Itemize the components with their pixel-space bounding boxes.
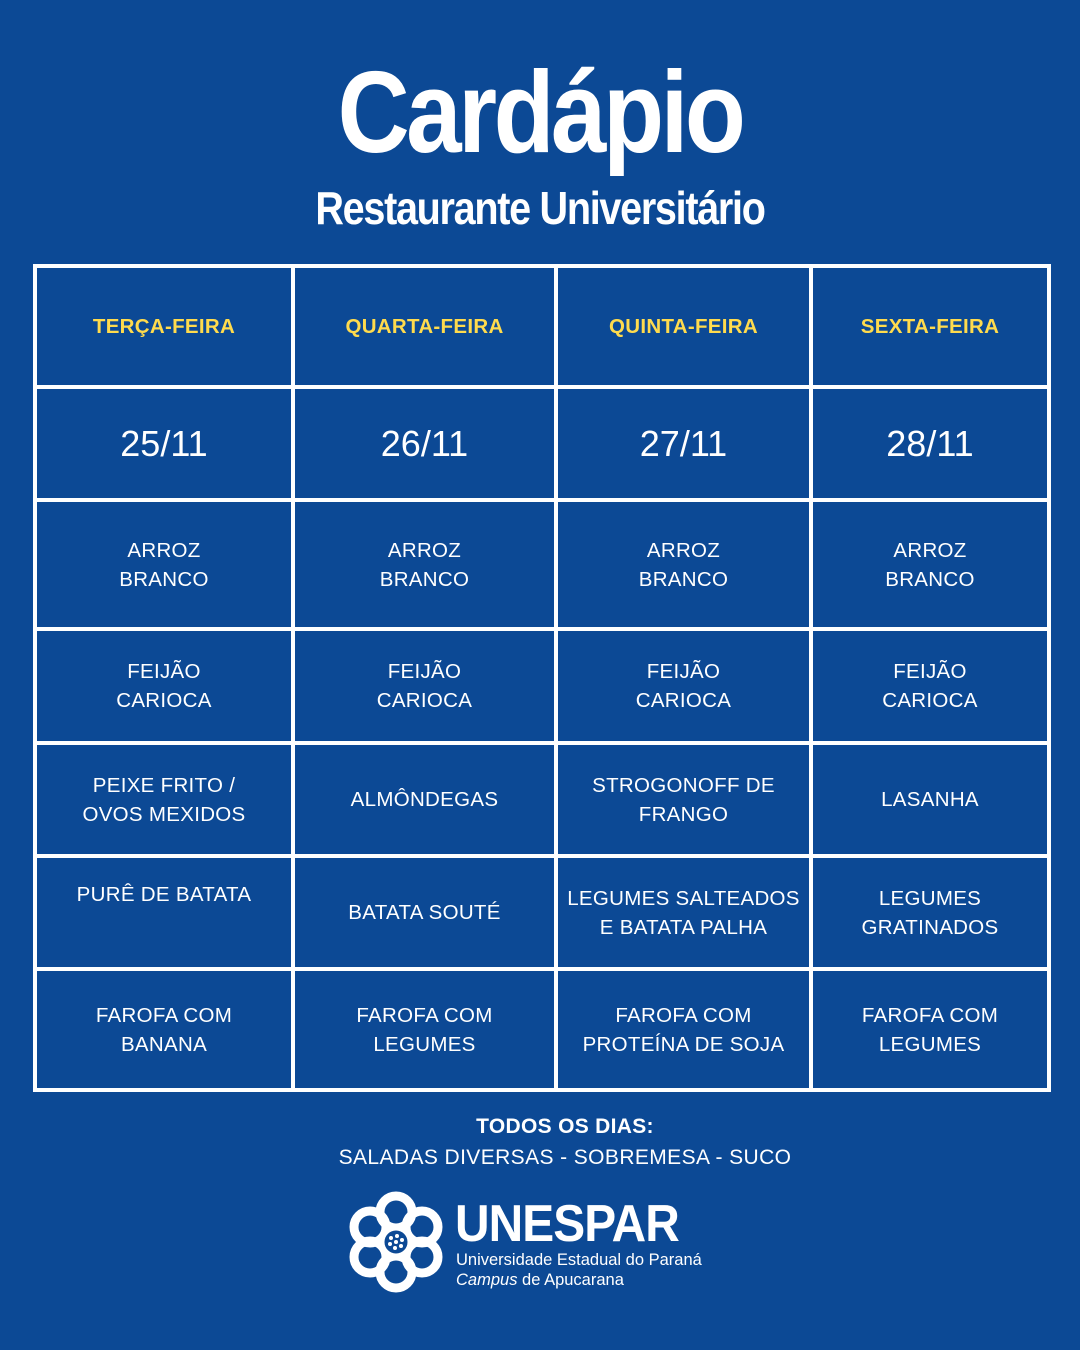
menu-cell bbox=[556, 969, 811, 1090]
menu-cell bbox=[293, 629, 556, 743]
menu-cell bbox=[35, 743, 293, 856]
menu-item-line: ALMÔNDEGAS bbox=[350, 788, 499, 811]
menu-cell bbox=[293, 856, 556, 969]
campus-word: Campus bbox=[456, 1271, 518, 1289]
day-name-friday: SEXTA-FEIRA bbox=[811, 266, 1049, 387]
menu-row-side-dish bbox=[35, 856, 1049, 969]
menu-item-line: FEIJÃO bbox=[127, 660, 201, 683]
menu-item-line: FAROFA COM bbox=[356, 1003, 493, 1027]
menu-cell bbox=[811, 500, 1049, 629]
menu-item-line: ARROZ bbox=[893, 538, 967, 562]
menu-cell bbox=[293, 969, 556, 1090]
menu-cell bbox=[293, 743, 556, 856]
menu-cell bbox=[556, 629, 811, 743]
menu-item-line: FAROFA COM bbox=[615, 1003, 752, 1027]
menu-item-line: FAROFA COM bbox=[861, 1003, 999, 1027]
menu-row-farofa bbox=[35, 969, 1049, 1090]
menu-item-line: BATATA SOUTÉ bbox=[348, 901, 501, 924]
menu-item-line: LEGUMES bbox=[878, 1032, 982, 1056]
day-name-wednesday: QUARTA-FEIRA bbox=[293, 266, 556, 387]
menu-item-line: STROGONOFF DE bbox=[592, 773, 775, 797]
menu-item-line: LEGUMES bbox=[878, 886, 982, 910]
menu-item-line: BRANCO bbox=[638, 567, 729, 591]
menu-item-line: PURÊ DE BATATA bbox=[76, 883, 252, 906]
menu-item-line: FEIJÃO bbox=[387, 660, 462, 683]
menu-cell bbox=[811, 856, 1049, 969]
menu-item-line: LEGUMES SALTEADOS bbox=[567, 886, 800, 910]
menu-item-line: PROTEÍNA DE SOJA bbox=[582, 1032, 785, 1056]
menu-item-line: GRATINADOS bbox=[861, 915, 999, 939]
menu-item-line: CARIOCA bbox=[376, 689, 473, 712]
menu-item-line: CARIOCA bbox=[882, 689, 978, 712]
menu-table bbox=[33, 264, 1051, 1092]
page-subtitle: Restaurante Universitário bbox=[315, 182, 765, 234]
date-thursday: 27/11 bbox=[556, 387, 811, 500]
menu-item-line: FAROFA COM bbox=[95, 1003, 233, 1027]
menu-cell bbox=[556, 856, 811, 969]
university-name: Universidade Estadual do Paraná bbox=[456, 1251, 702, 1269]
menu-item-line: BRANCO bbox=[379, 567, 470, 591]
date-row bbox=[35, 387, 1049, 500]
menu-cell bbox=[35, 856, 293, 969]
date-friday: 28/11 bbox=[811, 387, 1049, 500]
menu-cell bbox=[293, 500, 556, 629]
menu-row-main-dish bbox=[35, 743, 1049, 856]
menu-cell bbox=[811, 969, 1049, 1090]
menu-row-rice bbox=[35, 500, 1049, 629]
menu-item-line: FEIJÃO bbox=[893, 660, 967, 683]
page-title: Cardápio bbox=[337, 47, 743, 177]
menu-item-line: BRANCO bbox=[885, 567, 975, 591]
day-header-row bbox=[35, 266, 1049, 387]
menu-cell bbox=[35, 500, 293, 629]
menu-item-line: BRANCO bbox=[119, 567, 209, 591]
menu-item-line: BANANA bbox=[120, 1032, 208, 1056]
menu-item-line: ARROZ bbox=[127, 538, 201, 562]
menu-item-line: FRANGO bbox=[638, 802, 729, 826]
day-name-tuesday: TERÇA-FEIRA bbox=[35, 266, 293, 387]
menu-cell bbox=[35, 629, 293, 743]
unespar-logo-icon bbox=[344, 1190, 448, 1294]
date-tuesday: 25/11 bbox=[35, 387, 293, 500]
menu-item-line: PEIXE FRITO / bbox=[92, 773, 236, 797]
every-day-label: TODOS OS DIAS: bbox=[476, 1115, 654, 1138]
menu-cell bbox=[35, 969, 293, 1090]
menu-item-line: CARIOCA bbox=[116, 689, 212, 712]
menu-cell bbox=[811, 629, 1049, 743]
menu-item-line: ARROZ bbox=[387, 538, 462, 562]
menu-item-line: CARIOCA bbox=[635, 689, 732, 712]
date-wednesday: 26/11 bbox=[293, 387, 556, 500]
day-name-thursday: QUINTA-FEIRA bbox=[556, 266, 811, 387]
every-day-items: SALADAS DIVERSAS - SOBREMESA - SUCO bbox=[338, 1146, 792, 1169]
menu-item-line: FEIJÃO bbox=[646, 660, 721, 683]
menu-cell bbox=[811, 743, 1049, 856]
menu-cell bbox=[556, 743, 811, 856]
menu-item-line: LEGUMES bbox=[373, 1032, 476, 1056]
menu-cell bbox=[556, 500, 811, 629]
campus-location: de Apucarana bbox=[517, 1271, 624, 1289]
menu-item-line: ARROZ bbox=[646, 538, 721, 562]
menu-item-line: E BATATA PALHA bbox=[599, 915, 768, 939]
menu-row-beans bbox=[35, 629, 1049, 743]
menu-item-line: LASANHA bbox=[881, 788, 979, 811]
campus-name bbox=[456, 1270, 624, 1290]
brand-name: UNESPAR bbox=[455, 1195, 679, 1253]
menu-item-line: OVOS MEXIDOS bbox=[82, 802, 246, 826]
